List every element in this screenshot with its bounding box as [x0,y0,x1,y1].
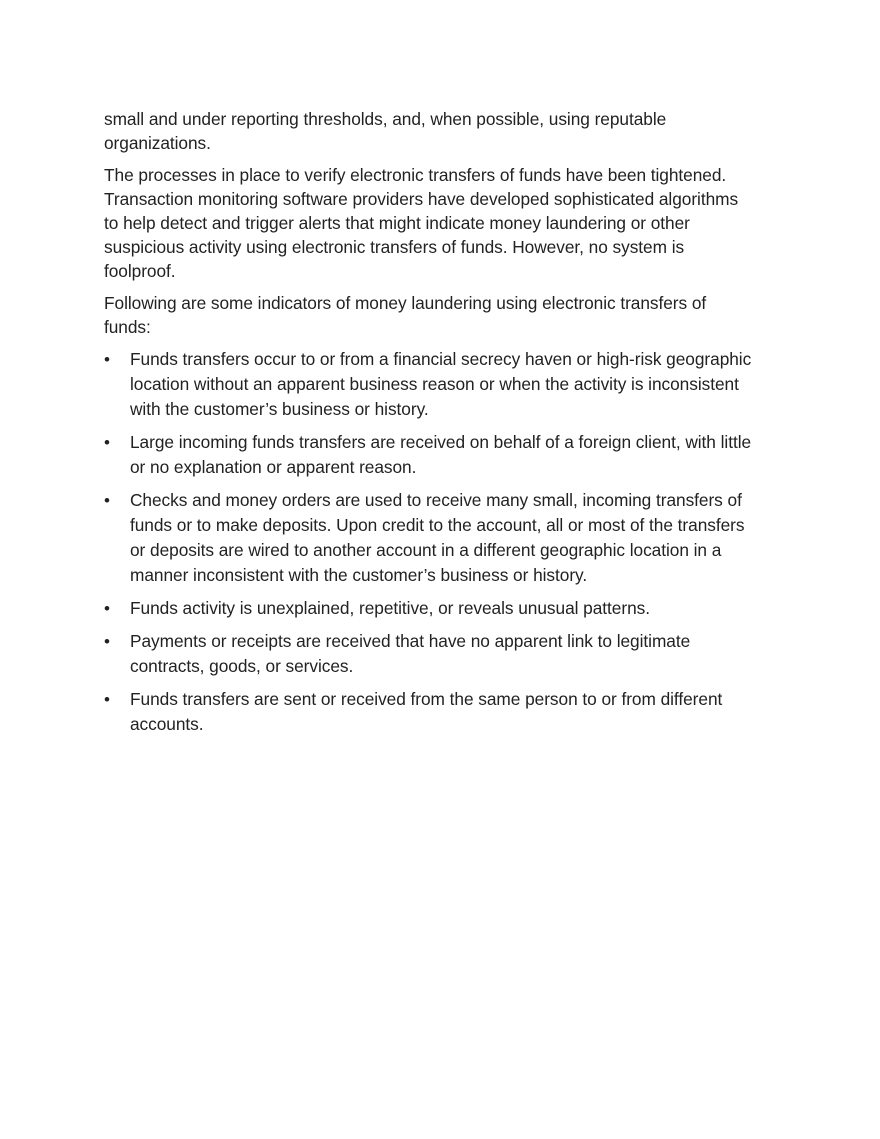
bullet-icon: • [104,433,110,452]
list-item-text: Funds transfers are sent or received from the same person to or from different accounts. [130,689,723,734]
bullet-icon: • [104,350,110,369]
document-page [104,107,756,745]
paragraph-continuation: small and under reporting thresholds, and, when possible, using reputable organizations. [104,109,667,153]
list-item [104,347,756,422]
list-item [104,430,756,480]
paragraph-verification-processes: The processes in place to verify electronic transfers of funds have been tightened. Transaction monitoring software providers have developed sophisticated algorithms to help detect and trigger alerts that might indicate money laundering or other suspicious activity using electronic transfers of funds. However, no system is foolproof. [104,165,739,281]
list-item-text: Checks and money orders are used to receive many small, incoming transfers of funds or to make deposits. Upon credit to the account, all or most of the transfers or deposits are wired to another account in a different geographic location in a manner inconsistent with the customer’s business or history. [130,490,745,585]
bullet-icon: • [104,690,110,709]
indicator-list [104,347,756,737]
paragraph-indicators-intro: Following are some indicators of money laundering using electronic transfers of funds: [104,293,707,337]
bullet-icon: • [104,599,110,618]
list-item [104,488,756,588]
list-item [104,687,756,737]
bullet-icon: • [104,491,110,510]
list-item [104,629,756,679]
list-item-text: Funds activity is unexplained, repetitive, or reveals unusual patterns. [130,598,650,618]
bullet-icon: • [104,632,110,651]
list-item [104,596,756,621]
list-item-text: Funds transfers occur to or from a financial secrecy haven or high-risk geographic location without an apparent business reason or when the activity is inconsistent with the customer’s business or history. [130,349,752,419]
list-item-text: Payments or receipts are received that have no apparent link to legitimate contracts, goods, or services. [130,631,691,676]
list-item-text: Large incoming funds transfers are received on behalf of a foreign client, with little or no explanation or apparent reason. [130,432,752,477]
